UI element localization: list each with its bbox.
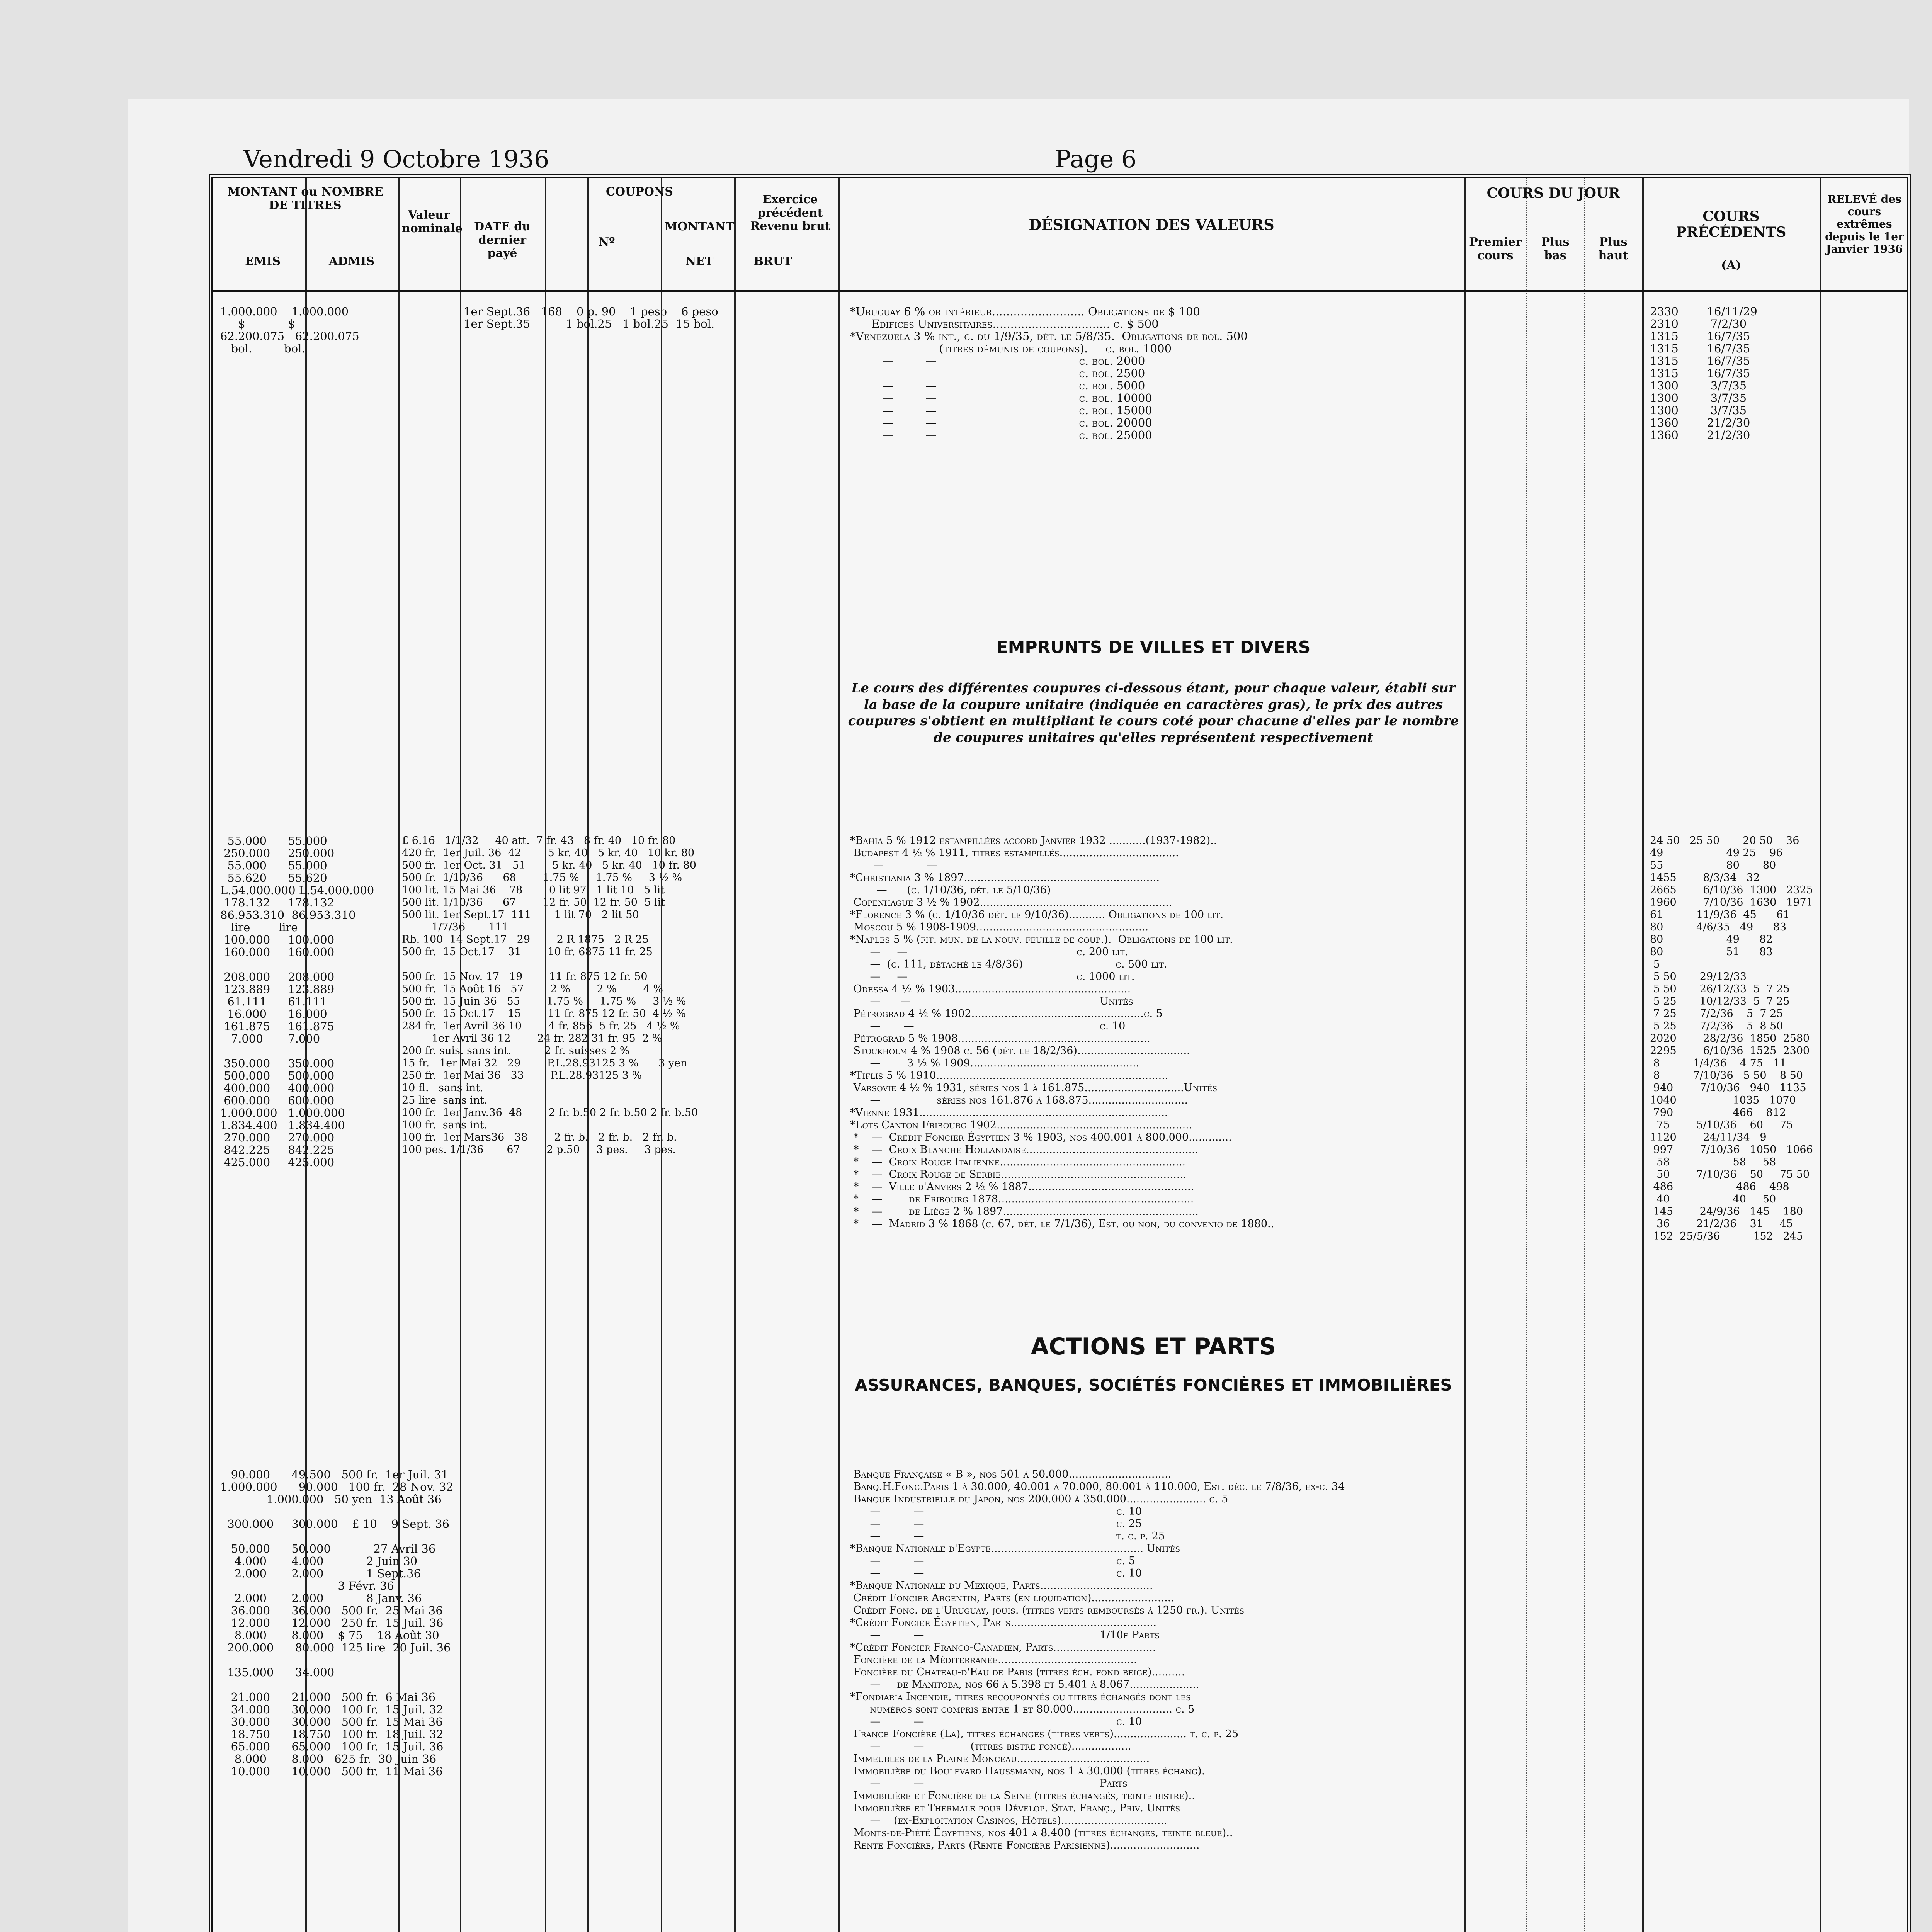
quotation-table (209, 174, 1911, 1932)
header-montant: MONTANT ou NOMBRE DE TITRES (227, 185, 383, 212)
header-exercice: Exercice précédent Revenu brut (750, 193, 830, 233)
header-releve: RELEVÉ des cours extrêmes depuis le 1er Janvier 1936 (1825, 193, 1904, 255)
header-precedents: COURS PRÉCÉDENTS (1676, 208, 1786, 241)
rule-premier-bas (1526, 178, 1527, 1932)
header-montant-coupon: MONTANT (665, 220, 735, 233)
emprunts-intro: Le cours des différentes coupures ci-dessous étant, pour chaque valeur, établi sur la base de la coupure unitaire (indiquée en caractères gras), le prix des autres coupures s'obtient en multipliant le cours coté pour chacune d'elles par le nombre de coupures unitaires qu'elles représentent respectivement (848, 680, 1459, 745)
header-plus-bas: Plus bas (1541, 235, 1570, 262)
header-coupons: COUPONS (606, 185, 673, 199)
block2-coupons: £ 6.16 1/1/32 40 att. 7 fr. 43 8 fr. 40 10 fr. 80 420 fr. 1er Juil. 36 42 5 kr. 40 5 kr. 40 10 kr. 80 500 fr. 1er Oct. 31 51 5 kr. 40 5 kr. 40 10 fr. 80 500 fr. 1/10/36 68 1.75 % 1.75 % 3 ½ % 100 lit. 15 Mai 36 78 0 lit 97 1 lit 10 5 lit 500 lit. 1/10/36 67 12 fr. 50 12 fr. 50 5 lit 500 lit. 1er Sept.17 111 1 lit 70 2 lit 50 1/7/36 111 Rb. 100 14 Sept.17 29 2 R 1875 2 R 25 500 fr. 15 Oct.17 31 10 fr. 6875 11 fr. 25 500 fr. 15 Nov. 17 19 11 fr. 875 12 fr. 50 500 fr. 15 Août 16 57 2 % 2 % 4 % 500 fr. 15 Juin 36 55 1.75 % 1.75 % 3 ½ % 500 fr. 15 Oct.17 15 11 fr. 875 12 fr. 50 4 ½ % 284 fr. 1er Avril 36 10 4 fr. 856 5 fr. 25 4 ½ % 1er Avril 36 12 24 fr. 282 31 fr. 95 2 % 200 fr. suis. sans int. 2 fr. suisses 2 % 15 fr. 1er Mai 32 29 P.L.28.93125 3 % 3 yen 250 fr. 1er Mai 36 33 P.L.28.93125 3 % 10 fl. sans int. 25 lire sans int. 100 fr. 1er Janv.36 48 2 fr. b.50 2 fr. b.50 2 fr. b.50 100 fr. sans int. 100 fr. 1er Mars36 38 2 fr. b. 2 fr. b. 2 fr. b. 100 pes. 1/1/36 67 2 p.50 3 pes. 3 pes. (402, 835, 698, 1156)
rule-designation-cours (1464, 178, 1466, 1932)
block1-montants: 1.000.000 1.000.000 $ $ 62.200.075 62.200.075 bol. bol. (220, 305, 359, 355)
block3-designations: Banque Française « B », nos 501 à 50.000............................... Banq.H.Fonc.Paris 1 à 30.000, 40.001 à 70.000, 80.001 à 110.000, Est. déc. le 7/8/36, ex-c. 34 Banque Industrielle du Japon, nos 200.000 à 350.000........................ c. 5 — — c. 10 — — c. 25 — — t. c. p. 25 *Banque Nationale d'Egypte.............................................. Unités — — c. 5 — — c. 10 *Banque Nationale du Mexique, Parts.................................. Crédit Foncier Argentin, Parts (en liquidation)......................... Crédit Fonc. de l'Uruguay, jouis. (titres verts remboursés à 1250 fr.). Unités *Crédit Foncier Égyptien, Parts............................................ — — 1/10e Parts *Crédit Foncier Franco-Canadien, Parts............................... Foncière de la Méditerranée.......................................... Foncière du Chateau-d'Eau de Paris (titres éch. fond beige).......... — de Manitoba, nos 66 à 5.398 et 5.401 à 8.067..................... *Fondiaria Incendie, titres recouponnés ou titres échangés dont les numéros sont compris entre 1 et 80.000.............................. c. 5 — — c. 10 France Foncière (La), titres échangés (titres verts)...................... t. c. p. 25 — — (titres bistre foncé).................. Immeubles de la Plaine Monceau........................................ Immobilière du Boulevard Haussmann, nos 1 à 30.000 (titres échang). — — Parts Immobilière et Foncière de la Seine (titres échangés, teinte bistre).. Immobilière et Thermale pour Dévelop. Stat. Franç., Priv. Unités — (ex-Exploitation Casinos, Hôtels)................................ Monts-de-Piété Égyptiens, nos 401 à 8.400 (titres échangés, teinte bleue).. Rente Foncière, Parts (Rente Foncière Parisienne)........................... (850, 1468, 1345, 1851)
rule-exercice-designation (838, 178, 840, 1932)
block1-coupons: 1er Sept.36 168 0 p. 90 1 peso 6 peso 1er Sept.35 1 bol.25 1 bol.25 15 bol. (464, 305, 718, 330)
block2-cours-precedents: 24 50 25 50 20 50 36 49 49 25 96 55 80 80 1455 8/3/34 32 2665 6/10/36 1300 2325 1960 7/10/36 1630 1971 61 11/9/36 45 61 80 4/6/35 49 83 80 49 82 80 51 83 5 5 50 29/12/33 5 50 26/12/33 5 7 25 5 25 10/12/33 5 7 25 7 25 7/2/36 5 7 25 5 25 7/2/36 5 8 50 2020 28/2/36 1850 2580 2295 6/10/36 1525 2300 8 1/4/36 4 75 11 8 7/10/36 5 50 8 50 940 7/10/36 940 1135 1040 1035 1070 790 466 812 75 5/10/36 60 75 1120 24/11/34 9 997 7/10/36 1050 1066 58 58 58 50 7/10/36 50 75 50 486 486 498 40 40 50 145 24/9/36 145 180 36 21/2/36 31 45 152 25/5/36 152 245 (1650, 835, 1813, 1242)
header-valeur: Valeur nominale (402, 208, 463, 235)
section-assurances: ASSURANCES, BANQUES, SOCIÉTÉS FONCIÈRES ET IMMOBILIÈRES (855, 1376, 1452, 1395)
header-cours-jour: COURS DU JOUR (1486, 185, 1620, 201)
section-emprunts: EMPRUNTS DE VILLES ET DIVERS (996, 638, 1311, 657)
block3-montants: 90.000 49.500 500 fr. 1er Juil. 31 1.000.000 90.000 100 fr. 28 Nov. 32 1.000.000 50 yen 13 Août 36 300.000 300.000 £ 10 9 Sept. 36 50.000 50.000 27 Avril 36 4.000 4.000 2 Juin 30 2.000 2.000 1 Sept.36 3 Févr. 36 2.000 2.000 8 Janv. 36 36.000 36.000 500 fr. 25 Mai 36 12.000 12.000 250 fr. 15 Juil. 36 8.000 8.000 $ 75 18 Août 30 200.000 80.000 125 lire 20 Juil. 36 135.000 34.000 21.000 21.000 500 fr. 6 Mai 36 34.000 30.000 100 fr. 15 Juil. 32 30.000 30.000 500 fr. 15 Mai 36 18.750 18.750 100 fr. 18 Juil. 32 65.000 65.000 100 fr. 15 Juil. 36 8.000 8.000 625 fr. 30 Juin 36 10.000 10.000 500 fr. 11 Mai 36 (220, 1468, 453, 1778)
header-plus-haut: Plus haut (1598, 235, 1628, 262)
header-no: Nº (598, 235, 615, 249)
header-admis: ADMIS (328, 255, 375, 268)
section-actions: ACTIONS ET PARTS (1031, 1333, 1276, 1360)
block1-cours-precedents: 2330 16/11/29 2310 7/2/30 1315 16/7/35 1315 16/7/35 1315 16/7/35 1315 16/7/35 1300 3/7/35 1300 3/7/35 1300 3/7/35 1360 21/2/30 1360 21/2/30 (1650, 305, 1757, 442)
block1-designations: *Uruguay 6 % or intérieur.......................... Obligations de $ 100 Edifices Universitaires................................. c. $ 500 *Venezuela 3 % int., c. du 1/9/35, dét. le 5/8/35. Obligations de bol. 500 (titres démunis de coupons). c. bol. 1000 — — c. bol. 2000 — — c. bol. 2500 — — c. bol. 5000 — — c. bol. 10000 — — c. bol. 15000 — — c. bol. 20000 — — c. bol. 25000 (850, 305, 1248, 442)
rule-bas-haut (1584, 178, 1585, 1932)
header-designation: DÉSIGNATION DES VALEURS (1029, 216, 1274, 233)
rule-cours-precedents (1642, 178, 1644, 1932)
running-date: Vendredi 9 Octobre 1936 (243, 145, 549, 173)
header-emis: EMIS (245, 255, 281, 268)
header-precedents-note: (A) (1721, 259, 1741, 272)
header-premier: Premier cours (1469, 235, 1522, 262)
newspaper-page (128, 99, 1909, 1932)
table-header (213, 178, 1907, 292)
header-brut: BRUT (753, 255, 792, 268)
block2-montants: 55.000 55.000 250.000 250.000 55.000 55.000 55.620 55.620 L.54.000.000 L.54.000.000 178.132 178.132 86.953.310 86.953.310 lire lire 100.000 100.000 160.000 160.000 208.000 208.000 123.889 123.889 61.111 61.111 16.000 16.000 161.875 161.875 7.000 7.000 350.000 350.000 500.000 500.000 400.000 400.000 600.000 600.000 1.000.000 1.000.000 1.834.400 1.834.400 270.000 270.000 842.225 842.225 425.000 425.000 (220, 834, 374, 1169)
header-net: NET (685, 255, 714, 268)
running-page-number: Page 6 (1055, 145, 1137, 173)
header-date: DATE du dernier payé (474, 220, 531, 260)
block2-designations: *Bahia 5 % 1912 estampillées accord Janvier 1932 ...........(1937-1982).. Budapest 4 ½ % 1911, titres estampillés.................................... — — *Christiania 3 % 1897........................................................... — (c. 1/10/36, dét. le 5/10/36) Copenhague 3 ½ % 1902.......................................................... *Florence 3 % (c. 1/10/36 dét. le 9/10/36)........... Obligations de 100 lit. Moscou 5 % 1908-1909.................................................... *Naples 5 % (fit. mun. de la nouv. feuille de coup.). Obligations de 100 lit. — — c. 200 lit. — (c. 111, détaché le 4/8/36) c. 500 lit. — — c. 1000 lit. Odessa 4 ½ % 1903..................................................... — — Unités Pétrograd 4 ½ % 1902....................................................c. 5 — — c. 10 Pétrograd 5 % 1908.......................................................... Stockholm 4 % 1908 c. 56 (dét. le 18/2/36).................................. — 3 ½ % 1909................................................... *Tiflis 5 % 1910...................................................................... Varsovie 4 ½ % 1931, séries nos 1 à 161.875..............................Unités — séries nos 161.876 à 168.875.............................. *Vienne 1931........................................................................... *Lots Canton Fribourg 1902........................................................... * — Crédit Foncier Égyptien 3 % 1903, nos 400.001 à 800.000............. * — Croix Blanche Hollandaise.................................................... * — Croix Rouge Italienne........................................................ * — Croix Rouge de Serbie........................................................ * — Ville d'Anvers 2 ½ % 1887.................................................. * — de Fribourg 1878........................................................... * — de Liège 2 % 1897........................................................... * — Madrid 3 % 1868 (c. 67, dét. le 7/1/36), Est. ou non, du convenio de 1880.. (850, 835, 1274, 1230)
